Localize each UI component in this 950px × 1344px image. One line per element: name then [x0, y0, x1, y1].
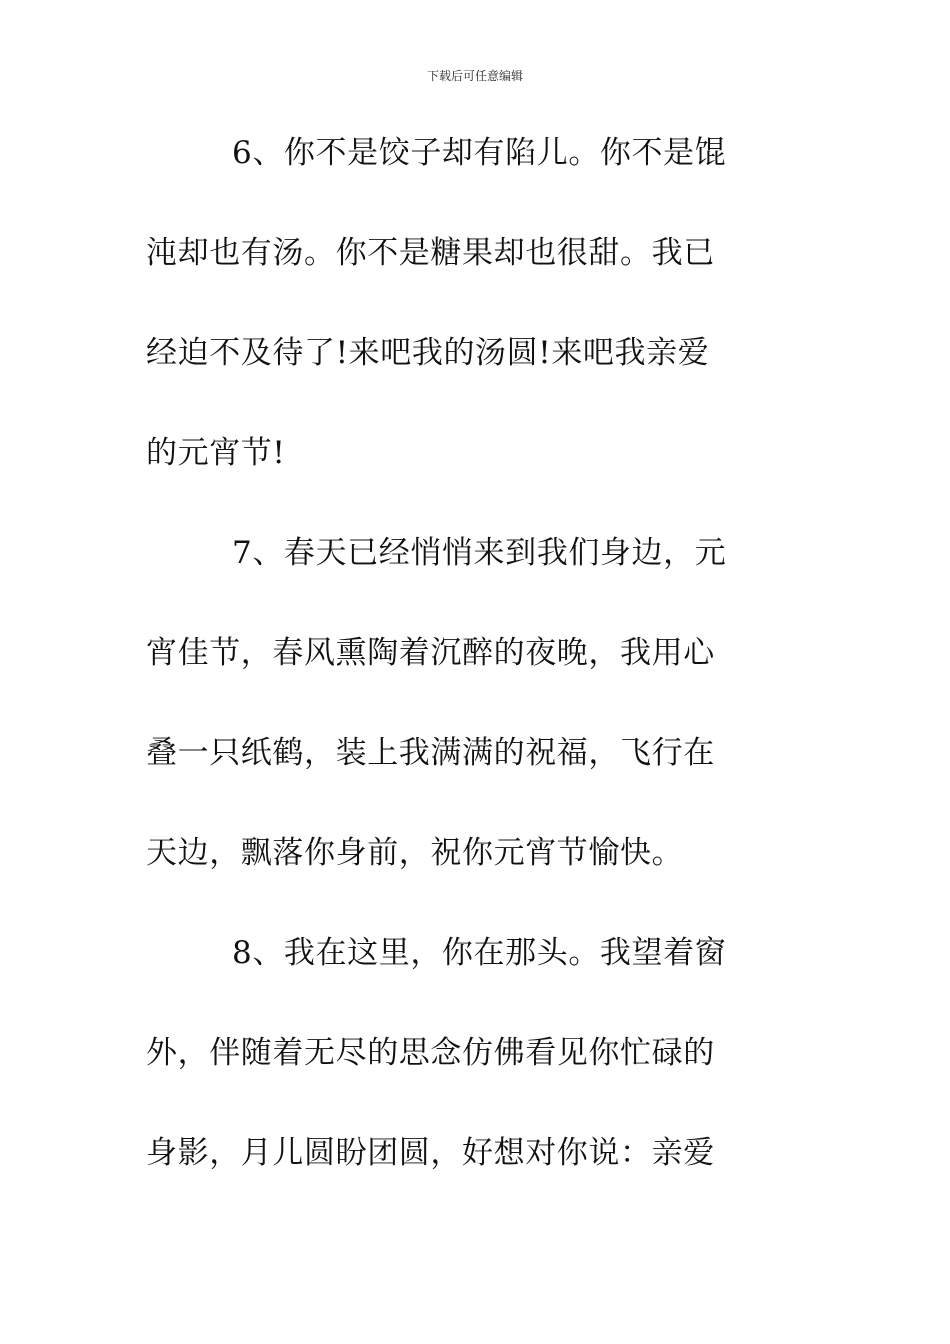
paragraph-8 — [146, 922, 778, 1222]
document-body — [146, 122, 778, 1222]
paragraph-line: 7、春天已经悄悄来到我们身边，元 — [232, 535, 727, 571]
paragraph-line: 经迫不及待了!来吧我的汤圆!来吧我亲爱 — [146, 335, 710, 371]
paragraph-line: 天边，飘落你身前，祝你元宵节愉快。 — [146, 835, 684, 871]
paragraph-7 — [146, 522, 778, 922]
paragraph-line: 外，伴随着无尽的思念仿佛看见你忙碌的 — [146, 1035, 715, 1071]
paragraph-line: 宵佳节，春风熏陶着沉醉的夜晚，我用心 — [146, 635, 715, 671]
paragraph-line: 沌却也有汤。你不是糖果却也很甜。我已 — [146, 235, 715, 271]
paragraph-line: 的元宵节! — [146, 435, 286, 471]
paragraph-line: 叠一只纸鹤，装上我满满的祝福，飞行在 — [146, 735, 715, 771]
page-header: 下载后可任意编辑 — [426, 69, 523, 83]
paragraph-line: 6、你不是饺子却有陷儿。你不是馄 — [232, 135, 727, 171]
paragraph-line: 身影，月儿圆盼团圆，好想对你说：亲爱 — [146, 1135, 715, 1171]
paragraph-line: 8、我在这里，你在那头。我望着窗 — [232, 935, 727, 971]
paragraph-6 — [146, 122, 778, 522]
